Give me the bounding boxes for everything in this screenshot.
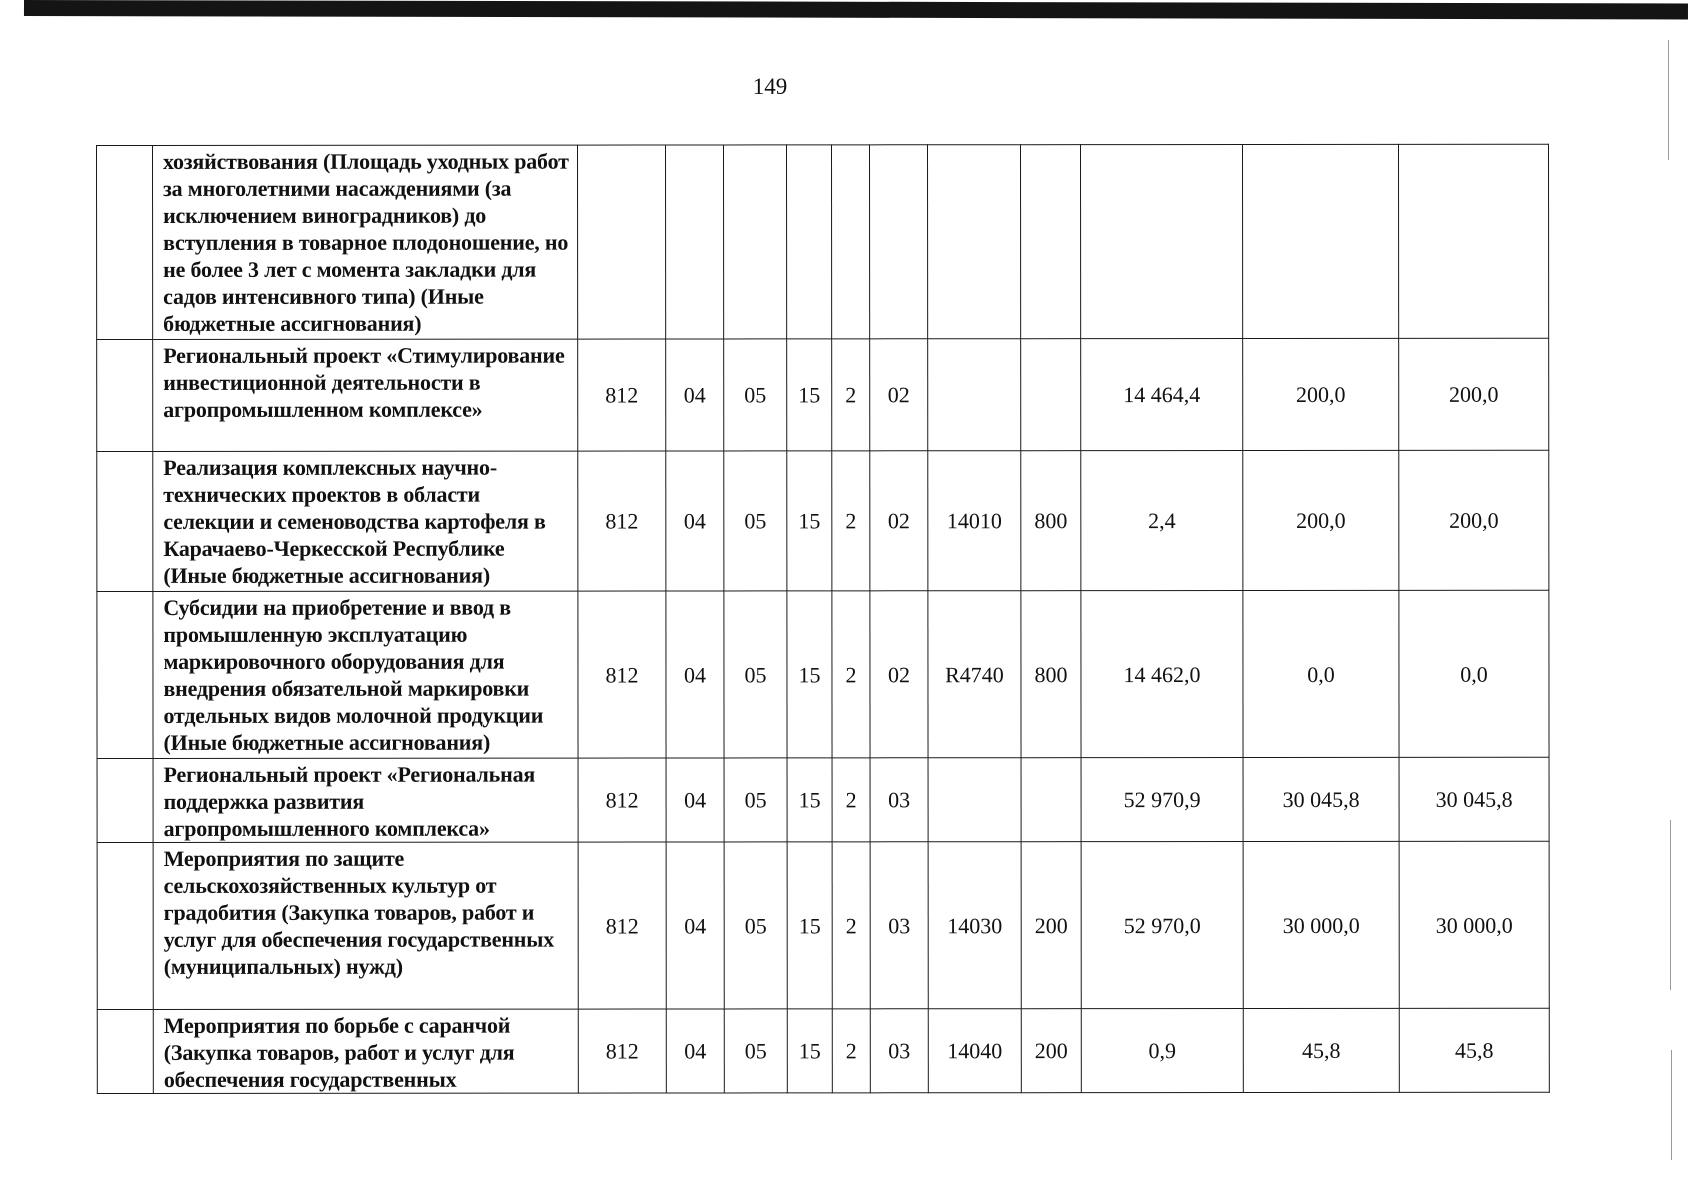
program-cell: 15 — [787, 758, 832, 842]
item-name-cell: Реализация комплексных научно-технических проектов в области селекции и семеноводства картофеля в Карачаево-Черкесской Республике (Иные бюджетные ассигнования) — [153, 451, 578, 591]
rz-cell: 04 — [666, 591, 724, 758]
ved-cell: 812 — [578, 591, 666, 758]
table-row — [97, 144, 1549, 339]
item-name-cell: Мероприятия по защите сельскохозяйственных культур от градобития (Закупка товаров, работ и услуг для обеспечения государственных (муниципальных) нужд) — [153, 842, 578, 1009]
subprogram-cell: 2 — [832, 339, 870, 451]
item-name-cell: хозяйствования (Площадь уходных работ за многолетними насаждениями (за исключением виноградников) до вступления в товарное плодоношение, но не более 3 лет с момента закладки для садов интенсивного типа) (Иные бюджетные ассигнования) — [153, 145, 578, 339]
activity-cell: 03 — [870, 1009, 928, 1093]
activity-cell — [870, 145, 928, 339]
table-row — [97, 841, 1549, 1009]
activity-cell: 02 — [870, 339, 928, 451]
number-cell — [97, 758, 153, 842]
subprogram-cell: 2 — [832, 1009, 870, 1093]
amount-cell: 0,0 — [1243, 590, 1399, 757]
amount-cell: 30 000,0 — [1399, 841, 1549, 1008]
amount-cell — [1399, 144, 1549, 338]
activity-cell: 02 — [870, 451, 928, 591]
amount-cell: 200,0 — [1243, 338, 1399, 450]
amount-cell: 200,0 — [1243, 450, 1399, 590]
direction-cell: 14010 — [928, 451, 1021, 591]
program-cell: 15 — [787, 1009, 832, 1093]
number-cell — [97, 842, 153, 1009]
pr-cell: 05 — [724, 451, 787, 591]
number-cell — [97, 145, 153, 339]
subprogram-cell: 2 — [832, 451, 870, 591]
amount-cell: 30 000,0 — [1243, 841, 1399, 1008]
item-name-cell: Мероприятия по борьбе с саранчой (Закупка товаров, работ и услуг для обеспечения государственных — [153, 1009, 578, 1093]
direction-cell — [928, 339, 1021, 451]
direction-cell — [928, 758, 1021, 842]
ved-cell — [578, 145, 666, 339]
number-cell — [97, 591, 153, 758]
expense-type-cell: 800 — [1021, 591, 1081, 758]
expense-type-cell: 200 — [1021, 842, 1081, 1009]
amount-cell: 2,4 — [1081, 450, 1243, 590]
rz-cell: 04 — [666, 758, 724, 842]
pr-cell: 05 — [724, 1009, 787, 1093]
rz-cell: 04 — [666, 339, 724, 451]
scan-top-border — [24, 0, 1688, 19]
rz-cell: 04 — [666, 842, 724, 1009]
activity-cell: 03 — [870, 758, 928, 842]
subprogram-cell: 2 — [832, 758, 870, 842]
amount-cell: 0,9 — [1081, 1008, 1243, 1092]
scan-edge-mark — [1671, 1050, 1672, 1160]
amount-cell: 14 462,0 — [1081, 590, 1243, 757]
number-cell — [97, 1009, 153, 1093]
direction-cell: 14030 — [928, 842, 1021, 1009]
scan-edge-mark — [1668, 40, 1669, 160]
subprogram-cell: 2 — [832, 591, 870, 758]
table-row — [97, 338, 1549, 451]
amount-cell: 200,0 — [1399, 338, 1549, 450]
item-name-cell: Региональный проект «Региональная поддержка развития агропромышленного комплекса» — [153, 758, 578, 842]
expense-type-cell — [1021, 145, 1081, 339]
number-cell — [97, 339, 153, 451]
expense-type-cell — [1021, 758, 1081, 842]
pr-cell: 05 — [724, 758, 787, 842]
direction-cell: R4740 — [928, 591, 1021, 758]
ved-cell: 812 — [578, 1009, 666, 1093]
item-name-cell: Субсидии на приобретение и ввод в промышленную эксплуатацию маркировочного оборудования для внедрения обязательной маркировки отдельных видов молочной продукции (Иные бюджетные ассигнования) — [153, 591, 578, 758]
program-cell: 15 — [787, 339, 832, 451]
expense-type-cell: 200 — [1021, 1009, 1081, 1093]
ved-cell: 812 — [578, 451, 666, 591]
amount-cell: 52 970,0 — [1081, 841, 1243, 1008]
table-row — [97, 450, 1549, 591]
amount-cell: 30 045,8 — [1243, 757, 1399, 841]
item-name-cell: Региональный проект «Стимулирование инвестиционной деятельности в агропромышленном комплексе» — [153, 339, 578, 451]
activity-cell: 03 — [870, 842, 928, 1009]
table-row — [97, 590, 1549, 758]
amount-cell: 200,0 — [1399, 450, 1549, 590]
expense-type-cell — [1021, 339, 1081, 451]
ved-cell: 812 — [578, 758, 666, 842]
amount-cell — [1081, 144, 1243, 338]
direction-cell — [928, 145, 1021, 339]
subprogram-cell: 2 — [832, 842, 870, 1009]
ved-cell: 812 — [578, 339, 666, 451]
amount-cell: 52 970,9 — [1081, 757, 1243, 841]
page-number: 149 — [752, 74, 788, 99]
amount-cell: 45,8 — [1399, 1008, 1549, 1092]
direction-cell: 14040 — [928, 1009, 1021, 1093]
pr-cell — [724, 145, 787, 339]
amount-cell: 14 464,4 — [1081, 338, 1243, 450]
budget-table — [96, 144, 1550, 1094]
expense-type-cell: 800 — [1021, 451, 1081, 591]
rz-cell: 04 — [666, 1009, 724, 1093]
amount-cell — [1243, 144, 1399, 338]
program-cell: 15 — [787, 842, 832, 1009]
program-cell — [787, 145, 832, 339]
amount-cell: 30 045,8 — [1399, 757, 1549, 841]
pr-cell: 05 — [724, 842, 787, 1009]
program-cell: 15 — [787, 591, 832, 758]
program-cell: 15 — [787, 451, 832, 591]
table-row — [97, 1008, 1549, 1093]
amount-cell: 0,0 — [1399, 590, 1549, 757]
number-cell — [97, 451, 153, 591]
pr-cell: 05 — [724, 591, 787, 758]
table-row — [97, 757, 1549, 842]
activity-cell: 02 — [870, 591, 928, 758]
ved-cell: 812 — [578, 842, 666, 1009]
subprogram-cell — [832, 145, 870, 339]
scan-edge-mark — [1670, 820, 1671, 990]
amount-cell: 45,8 — [1243, 1008, 1399, 1092]
rz-cell: 04 — [666, 451, 724, 591]
rz-cell — [666, 145, 724, 339]
pr-cell: 05 — [724, 339, 787, 451]
